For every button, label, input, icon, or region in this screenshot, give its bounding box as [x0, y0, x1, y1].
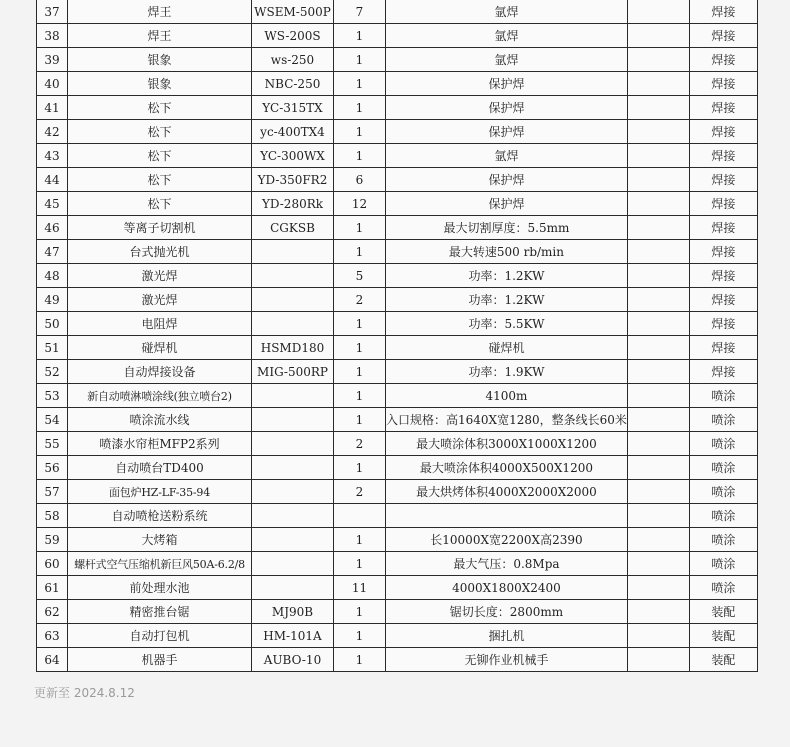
table-row [37, 552, 758, 576]
category: 焊接 [689, 48, 757, 72]
row-number: 40 [37, 72, 68, 96]
equipment-name: 等离子切割机 [68, 216, 252, 240]
category: 喷涂 [689, 528, 757, 552]
quantity: 1 [334, 384, 386, 408]
model-number [252, 240, 334, 264]
model-number [252, 432, 334, 456]
specification: 锯切长度：2800mm [386, 600, 628, 624]
quantity: 1 [334, 648, 386, 672]
row-number: 62 [37, 600, 68, 624]
blank-cell [627, 312, 689, 336]
quantity: 1 [334, 624, 386, 648]
category: 装配 [689, 624, 757, 648]
specification: 功率：1.2KW [386, 264, 628, 288]
equipment-name: 机器手 [68, 648, 252, 672]
row-number: 56 [37, 456, 68, 480]
row-number: 48 [37, 264, 68, 288]
equipment-name: 台式抛光机 [68, 240, 252, 264]
quantity: 11 [334, 576, 386, 600]
specification: 功率：5.5KW [386, 312, 628, 336]
table-row [37, 96, 758, 120]
quantity: 2 [334, 480, 386, 504]
table-row [37, 72, 758, 96]
row-number: 39 [37, 48, 68, 72]
table-row [37, 216, 758, 240]
specification: 保护焊 [386, 72, 628, 96]
specification: 4000X1800X2400 [386, 576, 628, 600]
specification: 氩焊 [386, 144, 628, 168]
model-number: CGKSB [252, 216, 334, 240]
specification: 最大转速500 rb/min [386, 240, 628, 264]
blank-cell [627, 528, 689, 552]
specification: 保护焊 [386, 192, 628, 216]
specification: 4100m [386, 384, 628, 408]
quantity: 1 [334, 528, 386, 552]
row-number: 45 [37, 192, 68, 216]
equipment-name: 喷漆水帘柜MFP2系列 [68, 432, 252, 456]
table-row [37, 360, 758, 384]
model-number: YC-315TX [252, 96, 334, 120]
specification: 最大烘烤体积4000X2000X2000 [386, 480, 628, 504]
category: 喷涂 [689, 504, 757, 528]
table-row [37, 48, 758, 72]
model-number [252, 384, 334, 408]
specification: 最大喷涂体积4000X500X1200 [386, 456, 628, 480]
row-number: 64 [37, 648, 68, 672]
blank-cell [627, 48, 689, 72]
specification [386, 504, 628, 528]
quantity: 1 [334, 240, 386, 264]
model-number [252, 504, 334, 528]
model-number: HSMD180 [252, 336, 334, 360]
model-number: ws-250 [252, 48, 334, 72]
blank-cell [627, 96, 689, 120]
model-number [252, 288, 334, 312]
quantity: 1 [334, 96, 386, 120]
category: 焊接 [689, 24, 757, 48]
specification: 保护焊 [386, 96, 628, 120]
specification: 保护焊 [386, 168, 628, 192]
category: 焊接 [689, 312, 757, 336]
quantity: 1 [334, 336, 386, 360]
equipment-name: 自动打包机 [68, 624, 252, 648]
category: 焊接 [689, 192, 757, 216]
blank-cell [627, 432, 689, 456]
row-number: 63 [37, 624, 68, 648]
row-number: 54 [37, 408, 68, 432]
table-row [37, 288, 758, 312]
quantity: 1 [334, 600, 386, 624]
category: 焊接 [689, 288, 757, 312]
equipment-name: 精密推台锯 [68, 600, 252, 624]
specification: 捆扎机 [386, 624, 628, 648]
row-number: 52 [37, 360, 68, 384]
table-row [37, 600, 758, 624]
blank-cell [627, 288, 689, 312]
quantity: 1 [334, 144, 386, 168]
category: 焊接 [689, 144, 757, 168]
equipment-name: 面包炉HZ-LF-35-94 [68, 480, 252, 504]
specification: 功率：1.9KW [386, 360, 628, 384]
blank-cell [627, 144, 689, 168]
equipment-name: 自动焊接设备 [68, 360, 252, 384]
category: 焊接 [689, 0, 757, 24]
quantity: 1 [334, 120, 386, 144]
specification: 碰焊机 [386, 336, 628, 360]
model-number: WSEM-500P [252, 0, 334, 24]
equipment-name: 松下 [68, 144, 252, 168]
model-number: WS-200S [252, 24, 334, 48]
row-number: 44 [37, 168, 68, 192]
blank-cell [627, 120, 689, 144]
equipment-name: 自动喷枪送粉系统 [68, 504, 252, 528]
row-number: 43 [37, 144, 68, 168]
equipment-table [36, 0, 758, 672]
blank-cell [627, 384, 689, 408]
model-number: HM-101A [252, 624, 334, 648]
specification: 氩焊 [386, 48, 628, 72]
equipment-name: 松下 [68, 120, 252, 144]
row-number: 53 [37, 384, 68, 408]
row-number: 61 [37, 576, 68, 600]
model-number: MJ90B [252, 600, 334, 624]
blank-cell [627, 624, 689, 648]
row-number: 37 [37, 0, 68, 24]
quantity: 1 [334, 456, 386, 480]
table-row [37, 240, 758, 264]
blank-cell [627, 504, 689, 528]
model-number: MIG-500RP [252, 360, 334, 384]
category: 喷涂 [689, 576, 757, 600]
table-row [37, 312, 758, 336]
quantity: 2 [334, 432, 386, 456]
table-row [37, 648, 758, 672]
table-row [37, 624, 758, 648]
category: 焊接 [689, 216, 757, 240]
specification: 入口规格：高1640X宽1280，整条线长60米 [386, 408, 628, 432]
category: 装配 [689, 648, 757, 672]
equipment-name: 松下 [68, 168, 252, 192]
blank-cell [627, 168, 689, 192]
blank-cell [627, 0, 689, 24]
specification: 最大喷涂体积3000X1000X1200 [386, 432, 628, 456]
quantity: 5 [334, 264, 386, 288]
model-number [252, 480, 334, 504]
row-number: 38 [37, 24, 68, 48]
model-number [252, 528, 334, 552]
row-number: 50 [37, 312, 68, 336]
model-number [252, 312, 334, 336]
category: 焊接 [689, 168, 757, 192]
table-row [37, 384, 758, 408]
table-row [37, 0, 758, 24]
category: 焊接 [689, 240, 757, 264]
blank-cell [627, 72, 689, 96]
row-number: 55 [37, 432, 68, 456]
category: 焊接 [689, 72, 757, 96]
quantity: 1 [334, 360, 386, 384]
equipment-name: 前处理水池 [68, 576, 252, 600]
quantity: 1 [334, 72, 386, 96]
blank-cell [627, 576, 689, 600]
blank-cell [627, 480, 689, 504]
specification: 最大气压：0.8Mpa [386, 552, 628, 576]
table-row [37, 408, 758, 432]
blank-cell [627, 192, 689, 216]
row-number: 42 [37, 120, 68, 144]
equipment-name: 松下 [68, 96, 252, 120]
row-number: 60 [37, 552, 68, 576]
equipment-name: 银象 [68, 48, 252, 72]
row-number: 46 [37, 216, 68, 240]
equipment-name: 自动喷台TD400 [68, 456, 252, 480]
equipment-name: 焊王 [68, 24, 252, 48]
quantity: 1 [334, 24, 386, 48]
row-number: 47 [37, 240, 68, 264]
row-number: 59 [37, 528, 68, 552]
row-number: 58 [37, 504, 68, 528]
equipment-name: 新自动喷淋喷涂线(独立喷台2) [68, 384, 252, 408]
model-number: AUBO-10 [252, 648, 334, 672]
table-row [37, 192, 758, 216]
model-number [252, 264, 334, 288]
category: 喷涂 [689, 432, 757, 456]
equipment-name: 大烤箱 [68, 528, 252, 552]
model-number: YD-280Rk [252, 192, 334, 216]
table-row [37, 168, 758, 192]
blank-cell [627, 552, 689, 576]
specification: 无铆作业机械手 [386, 648, 628, 672]
blank-cell [627, 216, 689, 240]
category: 喷涂 [689, 480, 757, 504]
table-row [37, 504, 758, 528]
quantity: 1 [334, 48, 386, 72]
specification: 长10000X宽2200X高2390 [386, 528, 628, 552]
equipment-table-body [37, 0, 758, 672]
category: 焊接 [689, 96, 757, 120]
category: 焊接 [689, 264, 757, 288]
equipment-name: 喷涂流水线 [68, 408, 252, 432]
equipment-name: 松下 [68, 192, 252, 216]
table-row [37, 24, 758, 48]
blank-cell [627, 456, 689, 480]
category: 喷涂 [689, 456, 757, 480]
equipment-name: 银象 [68, 72, 252, 96]
equipment-name: 碰焊机 [68, 336, 252, 360]
table-row [37, 480, 758, 504]
model-number [252, 456, 334, 480]
equipment-name: 电阻焊 [68, 312, 252, 336]
equipment-name: 激光焊 [68, 264, 252, 288]
equipment-name: 焊王 [68, 0, 252, 24]
category: 焊接 [689, 120, 757, 144]
category: 焊接 [689, 360, 757, 384]
model-number: NBC-250 [252, 72, 334, 96]
update-note: 更新至 2024.8.12 [34, 686, 135, 700]
table-row [37, 528, 758, 552]
quantity: 1 [334, 216, 386, 240]
category: 装配 [689, 600, 757, 624]
model-number: YC-300WX [252, 144, 334, 168]
model-number [252, 552, 334, 576]
equipment-name: 激光焊 [68, 288, 252, 312]
blank-cell [627, 408, 689, 432]
table-row [37, 120, 758, 144]
category: 喷涂 [689, 384, 757, 408]
table-row [37, 456, 758, 480]
row-number: 51 [37, 336, 68, 360]
specification: 最大切割厚度：5.5mm [386, 216, 628, 240]
quantity: 6 [334, 168, 386, 192]
blank-cell [627, 24, 689, 48]
category: 喷涂 [689, 552, 757, 576]
blank-cell [627, 336, 689, 360]
table-row [37, 432, 758, 456]
quantity: 12 [334, 192, 386, 216]
row-number: 49 [37, 288, 68, 312]
model-number [252, 576, 334, 600]
table-row [37, 576, 758, 600]
category: 焊接 [689, 336, 757, 360]
specification: 功率：1.2KW [386, 288, 628, 312]
quantity: 2 [334, 288, 386, 312]
blank-cell [627, 264, 689, 288]
specification: 保护焊 [386, 120, 628, 144]
model-number [252, 408, 334, 432]
quantity [334, 504, 386, 528]
model-number: yc-400TX4 [252, 120, 334, 144]
category: 喷涂 [689, 408, 757, 432]
quantity: 1 [334, 312, 386, 336]
blank-cell [627, 360, 689, 384]
row-number: 41 [37, 96, 68, 120]
quantity: 1 [334, 408, 386, 432]
equipment-name: 螺杆式空气压缩机新巨风50A-6.2/8 [68, 552, 252, 576]
quantity: 1 [334, 552, 386, 576]
table-row [37, 144, 758, 168]
blank-cell [627, 648, 689, 672]
model-number: YD-350FR2 [252, 168, 334, 192]
specification: 氩焊 [386, 0, 628, 24]
row-number: 57 [37, 480, 68, 504]
quantity: 7 [334, 0, 386, 24]
table-row [37, 264, 758, 288]
blank-cell [627, 600, 689, 624]
blank-cell [627, 240, 689, 264]
specification: 氩焊 [386, 24, 628, 48]
table-row [37, 336, 758, 360]
